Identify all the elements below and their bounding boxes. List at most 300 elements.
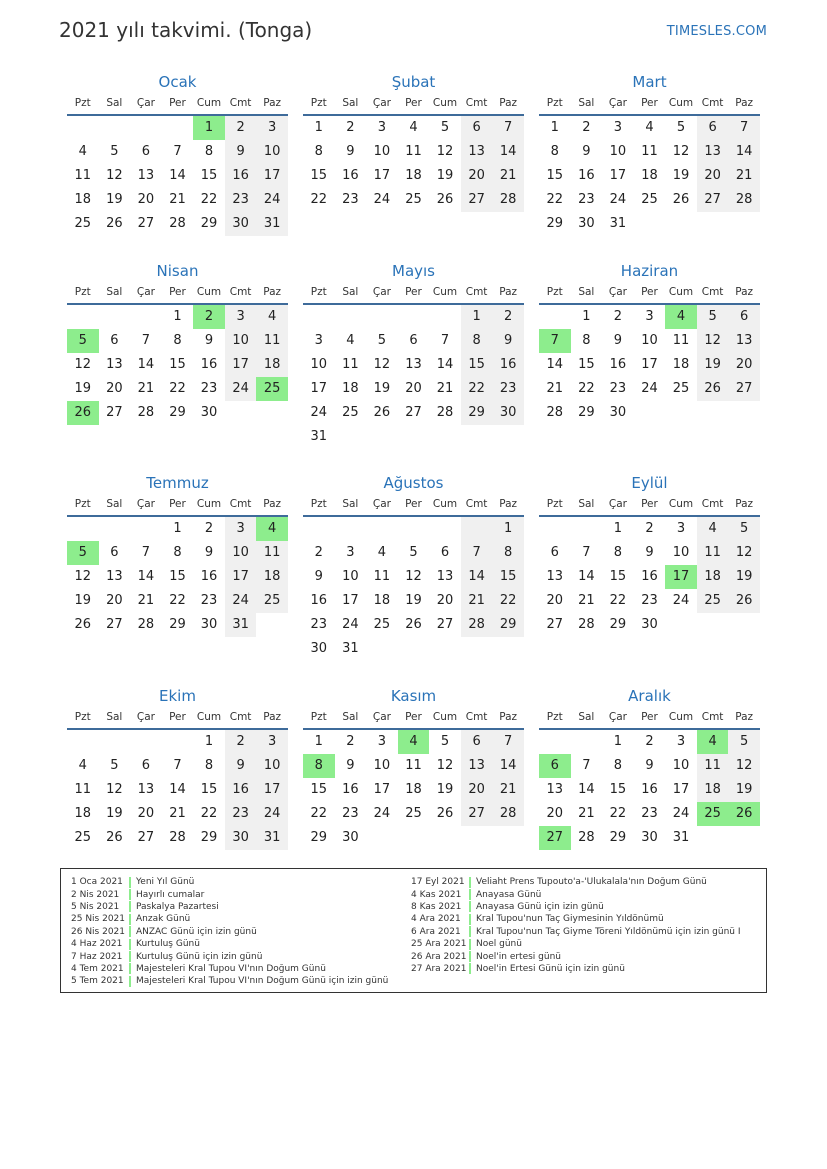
calendar-day: 17: [256, 778, 288, 802]
month-title: Ağustos: [383, 474, 444, 492]
calendar-day: 19: [436, 168, 454, 183]
calendar-day: 24: [672, 593, 690, 608]
calendar-day: 18: [256, 353, 288, 377]
holiday-row: [71, 975, 388, 987]
weekday-header: [539, 706, 760, 730]
calendar-day: 29: [200, 830, 218, 845]
empty-day: [429, 517, 461, 541]
weekday-label: Paz: [263, 498, 282, 510]
empty-day: [130, 116, 162, 140]
empty-day: [99, 517, 131, 541]
weekday-label: Paz: [735, 97, 754, 109]
calendar-day: 21: [169, 192, 186, 207]
calendar-day: 29: [169, 617, 186, 632]
calendar-day: 27: [697, 188, 729, 212]
month-title: Haziran: [620, 262, 679, 280]
calendar-day: 5: [697, 305, 729, 329]
calendar-day: 23: [342, 806, 359, 821]
holiday-marker: [469, 889, 471, 900]
calendar-day: 15: [578, 357, 595, 372]
calendar-day: 16: [200, 569, 218, 584]
day-grid: [67, 116, 288, 236]
weekday-label: Pzt: [74, 286, 91, 298]
calendar-day: 16: [225, 778, 257, 802]
calendar-day: 20: [461, 778, 493, 802]
calendar-day: 11: [641, 144, 658, 159]
holiday-row: [411, 888, 741, 900]
calendar-day: 7: [440, 333, 450, 348]
calendar-day: 21: [461, 589, 493, 613]
holiday-day: 4: [256, 517, 288, 541]
weekday-label: Sal: [342, 286, 359, 298]
calendar-day: 5: [676, 120, 686, 135]
calendar-day: 29: [492, 613, 524, 637]
calendar-day: 19: [106, 806, 123, 821]
month-title: Temmuz: [146, 474, 209, 492]
calendar-day: 30: [578, 216, 595, 231]
calendar-day: 5: [440, 120, 450, 135]
calendar-day: 10: [342, 569, 359, 584]
calendar-day: 9: [346, 144, 355, 159]
holiday-date: 4 Haz 2021: [71, 939, 123, 950]
empty-day: [130, 730, 162, 754]
calendar-day: 16: [342, 168, 359, 183]
brand-logo[interactable]: TIMESLES.COM: [666, 24, 767, 39]
calendar-day: 27: [106, 617, 123, 632]
calendar-day: 7: [582, 545, 591, 560]
weekday-label: Sal: [106, 286, 123, 298]
calendar-day: 8: [173, 333, 182, 348]
holiday-day: 2: [193, 305, 225, 329]
holiday-date: 17 Eyl 2021: [411, 877, 465, 888]
weekday-header: [67, 493, 288, 517]
calendar-day: 2: [492, 305, 524, 329]
weekday-header: [539, 493, 760, 517]
calendar-day: 13: [697, 140, 729, 164]
empty-day: [366, 305, 398, 329]
calendar-day: 28: [578, 830, 595, 845]
empty-day: [303, 305, 335, 329]
calendar-day: 8: [492, 541, 524, 565]
calendar-day: 23: [200, 381, 218, 396]
calendar-day: 18: [672, 357, 690, 372]
calendar-day: 19: [405, 593, 422, 608]
calendar-day: 19: [728, 565, 760, 589]
calendar-day: 18: [697, 565, 729, 589]
calendar-day: 26: [436, 192, 454, 207]
calendar-day: 11: [256, 541, 288, 565]
calendar-day: 6: [409, 333, 418, 348]
holiday-row: [71, 901, 388, 913]
calendar-day: 19: [672, 168, 690, 183]
weekday-label: Pzt: [74, 498, 91, 510]
calendar-day: 9: [613, 333, 623, 348]
calendar-day: 7: [141, 545, 151, 560]
calendar-day: 27: [728, 377, 760, 401]
month-11: [303, 686, 524, 850]
calendar-day: 1: [173, 521, 182, 536]
calendar-day: 14: [546, 357, 564, 372]
weekday-label: Pzt: [74, 711, 91, 723]
calendar-day: 20: [461, 164, 493, 188]
holiday-name: Anayasa Günü: [476, 889, 542, 900]
calendar-day: 12: [373, 357, 391, 372]
weekday-label: Per: [405, 286, 422, 298]
calendar-day: 14: [578, 569, 595, 584]
month-4: [67, 261, 288, 425]
weekday-label: Cmt: [701, 498, 724, 510]
empty-day: [539, 305, 571, 329]
empty-day: [429, 305, 461, 329]
calendar-day: 15: [461, 353, 493, 377]
calendar-day: 16: [609, 357, 627, 372]
calendar-day: 24: [641, 381, 658, 396]
weekday-label: Cmt: [701, 286, 724, 298]
calendar-day: 13: [405, 357, 422, 372]
holiday-date: 5 Nis 2021: [71, 901, 120, 912]
calendar-day: 13: [461, 140, 493, 164]
day-grid: [539, 305, 760, 425]
calendar-day: 13: [137, 168, 155, 183]
empty-day: [67, 305, 99, 329]
calendar-day: 19: [74, 381, 92, 396]
calendar-day: 26: [672, 192, 690, 207]
calendar-day: 2: [225, 730, 257, 754]
calendar-day: 25: [256, 589, 288, 613]
calendar-day: 3: [256, 730, 288, 754]
calendar-day: 10: [256, 754, 288, 778]
calendar-day: 25: [697, 589, 729, 613]
calendar-day: 12: [436, 144, 454, 159]
calendar-day: 10: [225, 329, 257, 353]
calendar-day: 2: [613, 309, 623, 324]
calendar-day: 27: [546, 617, 564, 632]
weekday-header: [303, 706, 524, 730]
holiday-date: 7 Haz 2021: [71, 951, 123, 962]
holiday-date: 25 Nis 2021: [71, 914, 125, 925]
calendar-day: 3: [645, 309, 654, 324]
calendar-day: 6: [728, 305, 760, 329]
holiday-name: Yeni Yıl Günü: [136, 877, 195, 888]
calendar-day: 6: [697, 116, 729, 140]
calendar-day: 2: [582, 120, 591, 135]
calendar-day: 11: [373, 569, 391, 584]
weekday-label: Sal: [106, 97, 123, 109]
weekday-label: Pzt: [310, 286, 327, 298]
holiday-row: [411, 913, 741, 925]
weekday-label: Cmt: [701, 711, 724, 723]
weekday-label: Çar: [608, 286, 627, 298]
weekday-label: Çar: [372, 711, 391, 723]
calendar-day: 31: [256, 212, 288, 236]
calendar-day: 23: [641, 593, 658, 608]
empty-day: [398, 305, 430, 329]
empty-day: [67, 517, 99, 541]
calendar-day: 18: [405, 782, 422, 797]
calendar-day: 13: [106, 569, 123, 584]
calendar-day: 28: [137, 617, 155, 632]
calendar-day: 22: [492, 589, 524, 613]
calendar-day: 3: [225, 517, 257, 541]
calendar-day: 12: [436, 758, 454, 773]
calendar-day: 28: [137, 405, 155, 420]
calendar-day: 14: [137, 357, 155, 372]
calendar-day: 5: [440, 734, 450, 749]
calendar-day: 8: [613, 545, 623, 560]
calendar-day: 11: [342, 357, 359, 372]
holiday-name: Majesteleri Kral Tupou VI'nın Doğum Günü: [136, 963, 326, 974]
calendar-day: 23: [200, 593, 218, 608]
day-grid: [303, 730, 524, 850]
calendar-day: 24: [373, 806, 391, 821]
calendar-day: 29: [200, 216, 218, 231]
calendar-day: 24: [609, 192, 627, 207]
calendar-day: 25: [641, 192, 658, 207]
calendar-day: 23: [609, 381, 627, 396]
calendar-day: 7: [461, 541, 493, 565]
calendar-day: 26: [74, 617, 92, 632]
day-grid: [303, 305, 524, 449]
calendar-day: 2: [346, 120, 355, 135]
empty-day: [99, 730, 131, 754]
calendar-day: 16: [310, 593, 328, 608]
calendar-day: 25: [405, 192, 422, 207]
empty-day: [162, 116, 194, 140]
day-grid: [67, 517, 288, 637]
calendar-day: 30: [200, 405, 218, 420]
calendar-day: 28: [169, 830, 186, 845]
calendar-day: 7: [582, 758, 591, 773]
calendar-day: 26: [436, 806, 454, 821]
weekday-label: Paz: [735, 498, 754, 510]
calendar-day: 14: [461, 565, 493, 589]
holiday-column-right: [411, 876, 741, 975]
weekday-label: Cum: [668, 97, 694, 109]
calendar-day: 3: [225, 305, 257, 329]
calendar-day: 11: [697, 754, 729, 778]
calendar-day: 21: [436, 381, 454, 396]
calendar-day: 1: [492, 517, 524, 541]
month-3: [539, 72, 760, 236]
holiday-list: [60, 868, 767, 993]
calendar-day: 6: [461, 730, 493, 754]
holiday-name: Hayırlı cumalar: [136, 889, 205, 900]
calendar-day: 1: [314, 120, 323, 135]
holiday-date: 5 Tem 2021: [71, 976, 124, 987]
weekday-label: Cmt: [465, 498, 488, 510]
calendar-day: 9: [645, 758, 654, 773]
day-grid: [303, 517, 524, 661]
weekday-label: Cmt: [229, 286, 252, 298]
weekday-label: Pzt: [546, 498, 563, 510]
calendar-day: 15: [310, 168, 328, 183]
month-title: Nisan: [156, 262, 199, 280]
weekday-header: [67, 92, 288, 116]
calendar-day: 21: [578, 593, 595, 608]
holiday-day: 6: [539, 754, 571, 778]
holiday-row: [71, 926, 388, 938]
calendar-day: 22: [169, 593, 186, 608]
calendar-day: 18: [74, 806, 92, 821]
calendar-day: 12: [697, 329, 729, 353]
weekday-header: [539, 281, 760, 305]
weekday-label: Pzt: [310, 711, 327, 723]
holiday-date: 4 Ara 2021: [411, 914, 461, 925]
calendar-day: 25: [74, 830, 92, 845]
weekday-label: Sal: [578, 97, 595, 109]
calendar-day: 27: [461, 802, 493, 826]
calendar-day: 9: [204, 333, 214, 348]
calendar-day: 31: [256, 826, 288, 850]
holiday-name: Kral Tupou'nun Taç Giyme Töreni Yıldönümü için izin günü I: [476, 926, 741, 937]
holiday-date: 6 Ara 2021: [411, 926, 461, 937]
calendar-day: 20: [106, 593, 123, 608]
calendar-day: 4: [78, 144, 87, 159]
weekday-label: Per: [641, 97, 658, 109]
holiday-marker: [129, 963, 131, 974]
calendar-day: 22: [310, 192, 328, 207]
holiday-marker: [129, 926, 131, 937]
calendar-day: 7: [728, 116, 760, 140]
calendar-day: 30: [310, 641, 328, 656]
calendar-day: 24: [256, 802, 288, 826]
month-6: [539, 261, 760, 425]
calendar-day: 5: [110, 758, 119, 773]
calendar-day: 26: [728, 589, 760, 613]
calendar-day: 12: [106, 782, 123, 797]
holiday-name: Anayasa Günü için izin günü: [476, 901, 604, 912]
calendar-day: 27: [106, 405, 123, 420]
calendar-day: 31: [310, 429, 328, 444]
calendar-day: 8: [173, 545, 182, 560]
weekday-label: Cmt: [229, 97, 252, 109]
calendar-day: 14: [492, 754, 524, 778]
calendar-day: 1: [204, 734, 214, 749]
weekday-label: Sal: [578, 286, 595, 298]
calendar-day: 20: [697, 164, 729, 188]
calendar-day: 12: [728, 541, 760, 565]
calendar-day: 4: [377, 545, 387, 560]
holiday-day: 8: [303, 754, 335, 778]
calendar-day: 5: [377, 333, 387, 348]
holiday-marker: [469, 901, 471, 912]
day-grid: [539, 116, 760, 236]
weekday-label: Çar: [136, 498, 155, 510]
month-title: Kasım: [390, 687, 437, 705]
calendar-day: 20: [106, 381, 123, 396]
calendar-day: 16: [641, 569, 658, 584]
holiday-day: 1: [193, 116, 225, 140]
calendar-day: 20: [436, 593, 454, 608]
calendar-day: 15: [609, 782, 627, 797]
calendar-day: 28: [461, 613, 493, 637]
calendar-day: 15: [310, 782, 328, 797]
calendar-day: 6: [461, 116, 493, 140]
empty-day: [130, 305, 162, 329]
holiday-day: 4: [697, 730, 729, 754]
calendar-day: 19: [74, 593, 92, 608]
calendar-day: 7: [173, 144, 182, 159]
calendar-day: 21: [137, 593, 155, 608]
calendar-day: 12: [728, 754, 760, 778]
weekday-label: Çar: [136, 711, 155, 723]
calendar-day: 23: [225, 802, 257, 826]
calendar-day: 29: [578, 405, 595, 420]
weekday-label: Cmt: [229, 498, 252, 510]
calendar-day: 14: [137, 569, 155, 584]
calendar-day: 5: [728, 730, 760, 754]
calendar-day: 2: [645, 734, 654, 749]
weekday-label: Cum: [432, 711, 458, 723]
holiday-day: 27: [539, 826, 571, 850]
calendar-day: 10: [310, 357, 328, 372]
weekday-label: Paz: [499, 286, 518, 298]
calendar-day: 27: [405, 405, 422, 420]
calendar-day: 30: [342, 830, 359, 845]
holiday-name: Noel'in Ertesi Günü için izin günü: [476, 963, 625, 974]
weekday-header: [303, 281, 524, 305]
holiday-date: 2 Nis 2021: [71, 889, 120, 900]
calendar-day: 19: [697, 353, 729, 377]
calendar-day: 23: [578, 192, 595, 207]
calendar-day: 30: [492, 401, 524, 425]
weekday-label: Cum: [196, 286, 222, 298]
holiday-marker: [129, 939, 131, 950]
calendar-day: 9: [645, 545, 654, 560]
holiday-name: Anzak Günü: [136, 914, 191, 925]
calendar-day: 17: [225, 565, 257, 589]
calendar-day: 30: [609, 405, 627, 420]
holiday-date: 25 Ara 2021: [411, 939, 467, 950]
day-grid: [539, 730, 760, 850]
calendar-day: 3: [314, 333, 323, 348]
weekday-label: Paz: [499, 711, 518, 723]
calendar-day: 15: [492, 565, 524, 589]
weekday-label: Paz: [735, 286, 754, 298]
calendar-day: 29: [609, 617, 627, 632]
calendar-day: 21: [169, 806, 186, 821]
calendar-day: 21: [492, 164, 524, 188]
weekday-label: Pzt: [310, 97, 327, 109]
weekday-label: Per: [169, 498, 186, 510]
empty-day: [67, 730, 99, 754]
calendar-day: 14: [728, 140, 760, 164]
empty-day: [461, 517, 493, 541]
weekday-label: Pzt: [310, 498, 327, 510]
weekday-label: Cum: [196, 711, 222, 723]
calendar-day: 3: [613, 120, 623, 135]
calendar-day: 4: [409, 120, 418, 135]
calendar-day: 21: [728, 164, 760, 188]
weekday-label: Per: [405, 97, 422, 109]
weekday-label: Sal: [578, 711, 595, 723]
weekday-label: Çar: [608, 711, 627, 723]
calendar-day: 25: [74, 216, 92, 231]
calendar-day: 9: [346, 758, 355, 773]
calendar-day: 28: [546, 405, 564, 420]
calendar-day: 20: [546, 806, 564, 821]
calendar-day: 29: [169, 405, 186, 420]
empty-day: [398, 517, 430, 541]
weekday-label: Cmt: [465, 97, 488, 109]
calendar-day: 10: [225, 541, 257, 565]
calendar-day: 7: [492, 116, 524, 140]
calendar-day: 1: [461, 305, 493, 329]
holiday-row: [411, 901, 741, 913]
calendar-day: 24: [342, 617, 359, 632]
calendar-day: 28: [728, 188, 760, 212]
calendar-day: 4: [78, 758, 87, 773]
